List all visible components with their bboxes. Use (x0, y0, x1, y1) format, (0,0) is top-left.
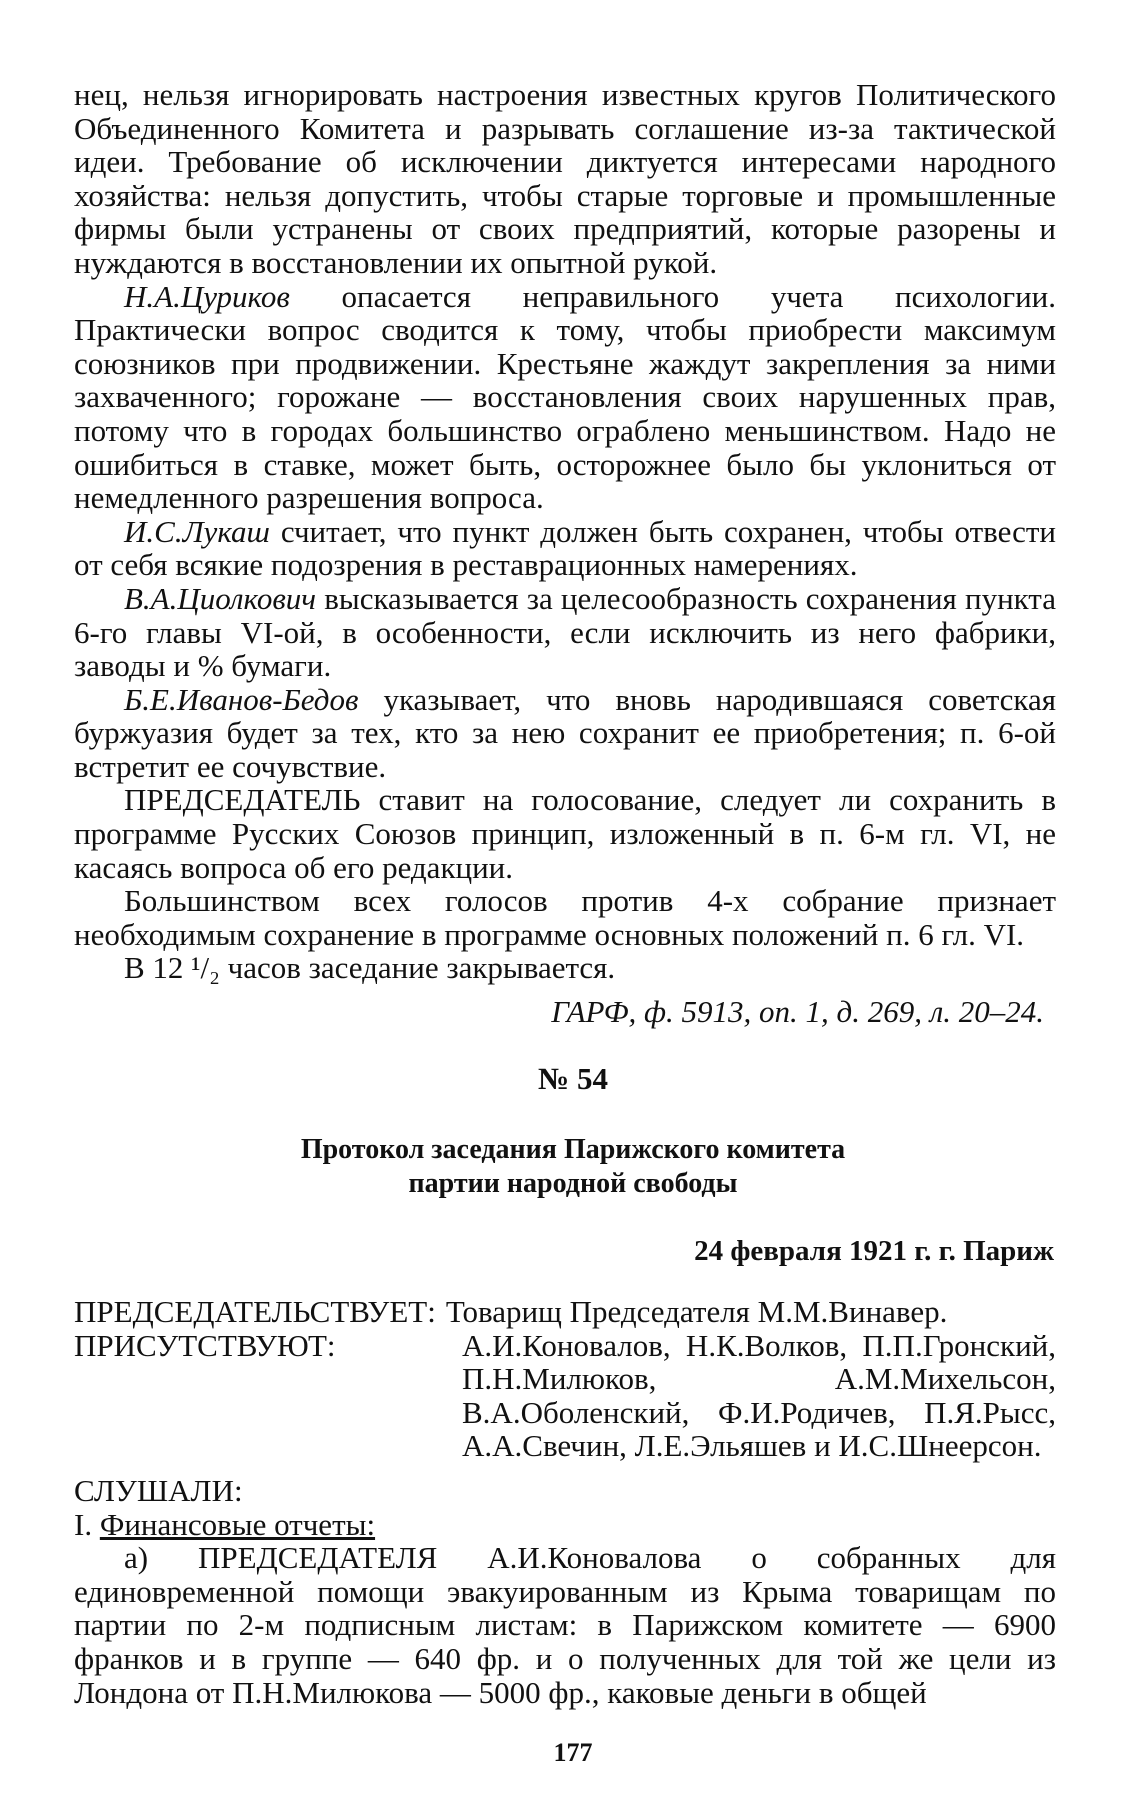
item-a-paragraph: а) ПРЕДСЕДАТЕЛЯ А.И.Коновалова о собранных для единовременной помощи эвакуированным из Крыма товарищам по партии по 2-м подписным листам: в Парижском комитете — 6900 франков и в группе — 640 фр. и о полученных для той же цели из Лондона от П.Н.Милюкова — 5000 фр., каковые деньги в общей (74, 1540, 1056, 1710)
archive-source-reference: ГАРФ, ф. 5913, оп. 1, д. 269, л. 20–24. (551, 994, 1044, 1029)
present-value: А.И.Коновалов, Н.К.Волков, П.П.Гронский, П.Н.Милюков, А.М.Михельсон, В.А.Оболенский, Ф.И.Родичев, П.Я.Рысс, А.А.Свечин, Л.Е.Эльяшев и И.С.Шнеерсон. (462, 1327, 1056, 1464)
heard-section (74, 1474, 1056, 1709)
item-number: I. (74, 1506, 100, 1542)
speaker-remark: указывает, что вновь народившаяся советская буржуазия будет за тех, кто за нею сохранит ее приобретения; п. 6-ой встретит ее сочувствие. (74, 681, 1056, 784)
document-title-line: Протокол заседания Парижского комитета (300, 1134, 846, 1165)
document-title-line: партии народной свободы (408, 1168, 738, 1199)
paragraph-1: нец, нельзя игнорировать настроения известных кругов Политического Объединенного Комитета и разрывать соглашение из-за тактической идеи. Требование об исключении диктуется интересами народного хозяйства: нельзя допустить, чтобы старые торговые и промышленные фирмы были устранены от своих предприятий, которые разорены и нуждаются в восстановлении их опытной рукой. (74, 77, 1056, 280)
paragraph-closing: В 12 ¹/₂ часов заседание закрывается. (124, 950, 616, 986)
speaker-name: Б.Е.Иванов-Бедов (124, 681, 359, 717)
paragraph-lukash (74, 515, 1056, 582)
protocol-continuation (74, 78, 1056, 985)
item-title: Финансовые отчеты: (99, 1506, 376, 1542)
paragraph-tsiolkovich (74, 582, 1056, 683)
speaker-name: В.А.Циолкович (124, 580, 317, 616)
item-1-heading (74, 1508, 1056, 1542)
chair-value: Товарищ Председателя М.М.Винавер. (445, 1294, 948, 1329)
present-row (74, 1329, 1056, 1463)
chair-row (74, 1295, 1056, 1329)
speaker-remark: считает, что пункт должен быть сохранен, чтобы отвести от себя всякие подозрения в реставрационных намерениях. (74, 513, 1056, 583)
document-number: № 54 (538, 1061, 608, 1096)
present-label: ПРИСУТСТВУЮТ: (74, 1327, 336, 1363)
speaker-name: Н.А.Цуриков (124, 278, 290, 314)
document-title (0, 1133, 1146, 1201)
paragraph-tsurikov (74, 280, 1056, 515)
speaker-remark: опасается неправильного учета психологии. Практически вопрос сводится к тому, чтобы приобрести максимум союзников при продвижении. Крестьяне жаждут закрепления за ними захваченного; горожане — восстановления своих нарушенных прав, потому что в городах большинство ограблено меньшинством. Надо не ошибиться в ставке, может быть, осторожнее было бы уклониться от немедленного разрешения вопроса. (74, 278, 1056, 516)
paragraph-vote-result: Большинством всех голосов против 4-х собрание признает необходимым сохранение в программе основных положений п. 6 гл. VI. (74, 883, 1056, 952)
paragraph-ivanov-bedov (74, 683, 1056, 784)
speaker-name: И.С.Лукаш (124, 513, 270, 549)
chair-label: ПРЕДСЕДАТЕЛЬСТВУЕТ: (74, 1294, 436, 1329)
paragraph-chairman-vote: ПРЕДСЕДАТЕЛЬ ставит на голосование, следует ли сохранить в программе Русских Союзов принцип, изложенный в п. 6-м гл. VI, не касаясь вопроса об его редакции. (74, 782, 1056, 885)
attendance-block (74, 1295, 1056, 1463)
page-number: 177 (553, 1738, 593, 1767)
heard-label: СЛУШАЛИ: (74, 1473, 243, 1508)
document-date-place: 24 февраля 1921 г. г. Париж (694, 1235, 1054, 1267)
speaker-remark: высказывается за целесообразность сохранения пункта 6-го главы VI-ой, в особенности, если исключить из него фабрики, заводы и % бумаги. (74, 580, 1056, 684)
